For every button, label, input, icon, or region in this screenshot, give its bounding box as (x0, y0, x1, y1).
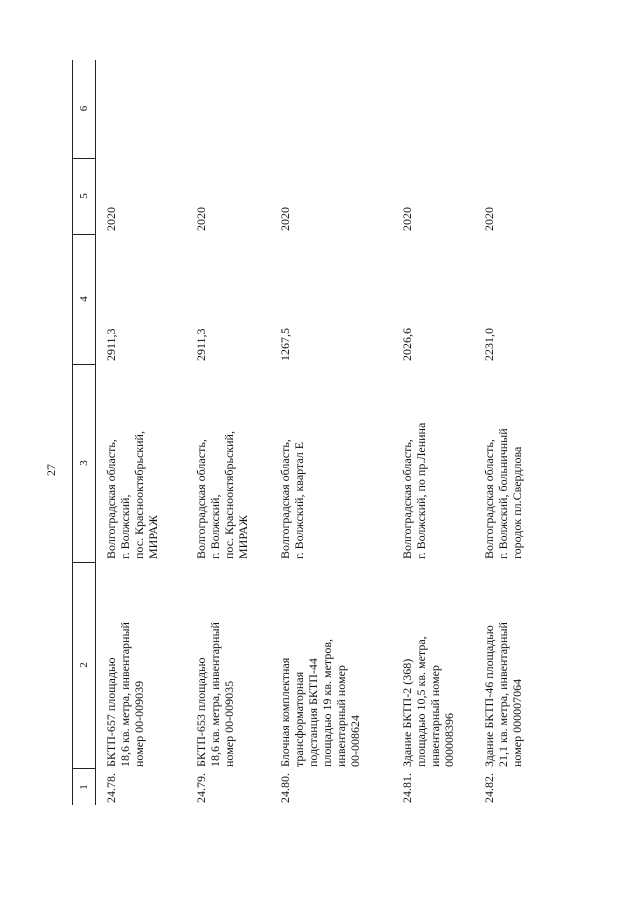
object-address: Волгоградская область, г. Волжский, больничный городок пл.Свердлова (482, 428, 524, 559)
row-number: 24.80. (278, 773, 292, 803)
page-number: 27 (44, 464, 58, 476)
object-year: 2020 (194, 207, 208, 231)
object-address: Волгоградская область, г. Волжский, пос. Краснооктябрьский, МИРАЖ (104, 431, 160, 559)
object-year: 2020 (400, 207, 414, 231)
object-name: Здание БКТП-2 (368) площадью 10,5 кв. метра, инвентарный номер 000008396 (400, 636, 456, 767)
header-col-5: 5 (73, 158, 95, 235)
object-value: 1267,5 (278, 328, 292, 361)
object-name: БКТП-657 площадью 18,6 кв. метра, инвентарный номер 00-009039 (104, 622, 146, 767)
object-address: Волгоградская область, г. Волжский, квартал Е (278, 439, 306, 559)
header-col-3: 3 (73, 364, 95, 563)
object-year: 2020 (104, 207, 118, 231)
object-name: Здание БКТП-46 площадью 21,1 кв. метра, инвентарный номер 000007064 (482, 622, 524, 767)
row-number: 24.82. (482, 773, 496, 803)
object-year: 2020 (278, 207, 292, 231)
object-value: 2911,3 (104, 328, 118, 361)
object-address: Волгоградская область, г. Волжский, пос. Краснооктябрьский, МИРАЖ (194, 431, 250, 559)
object-year: 2020 (482, 207, 496, 231)
row-number: 24.78. (104, 773, 118, 803)
object-value: 2026,6 (400, 328, 414, 361)
header-col-2: 2 (73, 562, 95, 769)
object-name: Блочная комплектная трансформаторная подстанция БКТП-44 площадью 19 кв. метров, инвентарный номер 00-008624 (278, 639, 362, 767)
header-col-4: 4 (73, 234, 95, 365)
object-address: Волгоградская область, г. Волжский, по пр.Ленина (400, 422, 428, 559)
row-number: 24.81. (400, 773, 414, 803)
property-table (72, 60, 534, 805)
object-value: 2231,0 (482, 328, 496, 361)
object-value: 2911,3 (194, 328, 208, 361)
table-header-row (72, 60, 96, 805)
header-col-1: 1 (78, 784, 90, 790)
object-name: БКТП-653 площадью 18,6 кв. метра, инвентарный номер 00-009035 (194, 622, 236, 767)
header-col-6: 6 (73, 59, 95, 159)
row-number: 24.79. (194, 773, 208, 803)
